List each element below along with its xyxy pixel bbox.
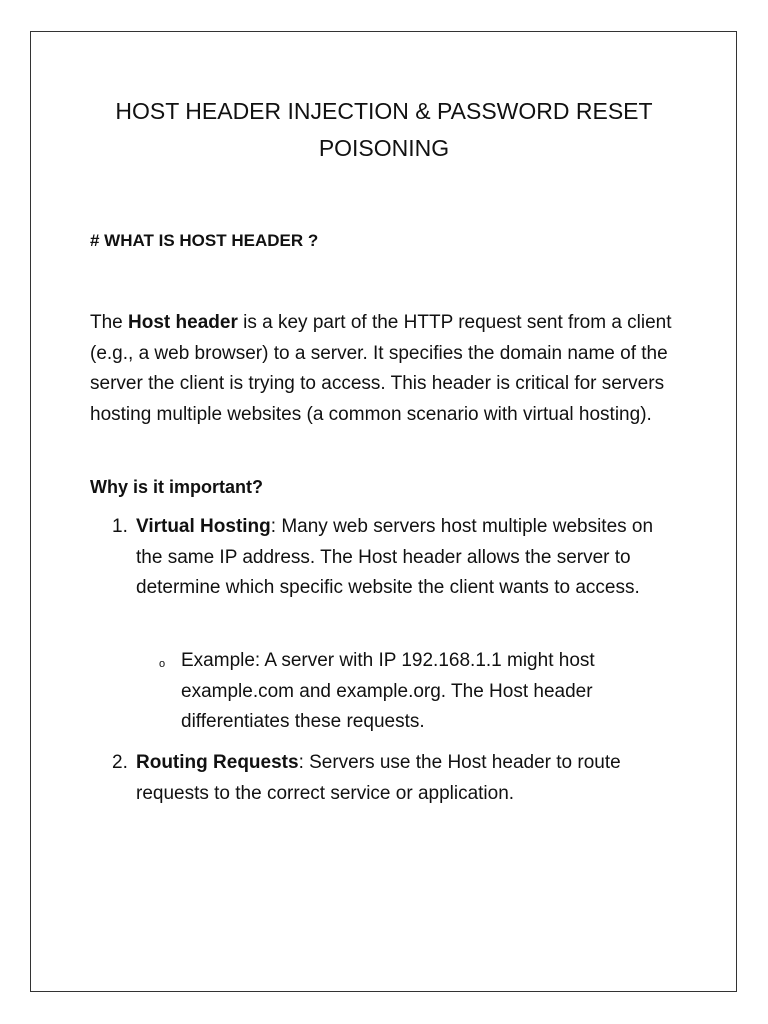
why-heading: Why is it important? bbox=[90, 477, 263, 497]
list-item-term: Routing Requests bbox=[136, 752, 299, 773]
intro-prefix: The bbox=[90, 312, 129, 333]
list-item-routing-requests bbox=[136, 748, 678, 809]
sub-bullet-icon: o bbox=[159, 658, 166, 670]
intro-paragraph bbox=[90, 308, 678, 430]
list-number-1: 1. bbox=[112, 516, 128, 537]
list-item-text: : Many web servers host multiple websites on the same IP address. The Host header allows the server to determine which specific website the client wants to access. bbox=[136, 516, 654, 598]
section-heading: # WHAT IS HOST HEADER ? bbox=[90, 231, 319, 250]
sub-item-example: Example: A server with IP 192.168.1.1 might host example.com and example.org. The Host header differentiates these requests. bbox=[181, 650, 595, 732]
intro-bold-term: Host header bbox=[128, 312, 238, 333]
list-item-virtual-hosting bbox=[136, 512, 678, 604]
list-item-text: : Servers use the Host header to route requests to the correct service or application. bbox=[136, 752, 621, 804]
list-item-term: Virtual Hosting bbox=[136, 516, 271, 537]
list-number-2: 2. bbox=[112, 752, 128, 773]
document-title: HOST HEADER INJECTION & PASSWORD RESET POISONING bbox=[115, 98, 653, 161]
intro-body: is a key part of the HTTP request sent from a client (e.g., a web browser) to a server. It specifies the domain name of the server the client is trying to access. This header is critical for servers hosting multiple websites (a common scenario with virtual hosting). bbox=[90, 312, 672, 425]
